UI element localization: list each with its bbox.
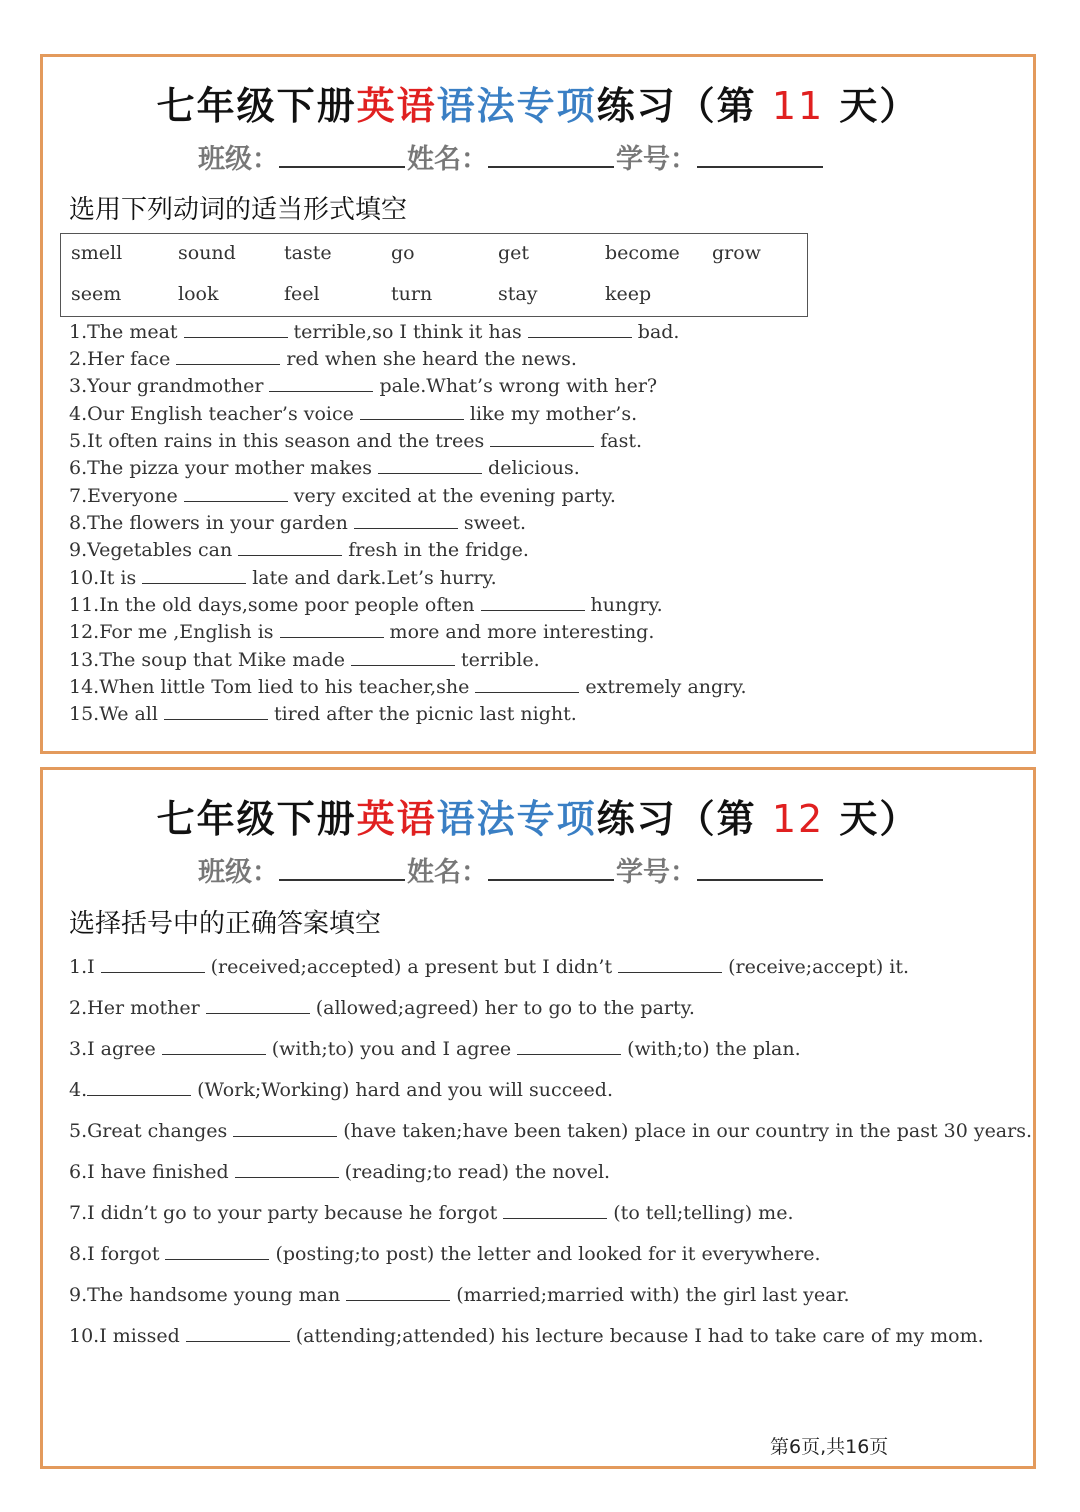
question-text: 9.Vegetables can: [69, 539, 233, 561]
student-id-field[interactable]: [697, 142, 823, 168]
question-text: 7.Everyone: [69, 485, 178, 507]
answer-blank[interactable]: [233, 1120, 337, 1137]
question: [69, 1079, 613, 1101]
question-text: terrible.: [461, 649, 540, 671]
question-text: 14.When little Tom lied to his teacher,she: [69, 676, 470, 698]
question-text: (married;married with) the girl last year.: [456, 1284, 850, 1306]
question: [69, 1243, 821, 1265]
answer-blank[interactable]: [186, 1325, 290, 1342]
question-text: 5.Great changes: [69, 1120, 228, 1142]
answer-blank[interactable]: [490, 430, 594, 447]
question-text: 7.I didn’t go to your party because he forgot: [69, 1202, 498, 1224]
word-bank-item: keep: [605, 283, 652, 305]
question-text: 10.It is: [69, 567, 137, 589]
title-grammar: 语法专项: [436, 84, 597, 128]
section-instruction: 选择括号中的正确答案填空: [69, 909, 382, 939]
question: [69, 1284, 850, 1306]
question-text: late and dark.Let’s hurry.: [252, 567, 497, 589]
question-text: 13.The soup that Mike made: [69, 649, 345, 671]
answer-blank[interactable]: [517, 1038, 621, 1055]
question-text: (receive;accept) it.: [728, 956, 910, 978]
question: [69, 1161, 610, 1183]
answer-blank[interactable]: [164, 703, 268, 720]
section-instruction: 选用下列动词的适当形式填空: [69, 195, 408, 225]
worksheet-title: [43, 75, 1033, 130]
name-field[interactable]: [488, 142, 614, 168]
question: [69, 1202, 794, 1224]
answer-blank[interactable]: [475, 676, 579, 693]
question-text: (have taken;have been taken) place in our country in the past 30 years.: [343, 1120, 1033, 1142]
title-day-suffix: 天）: [824, 797, 920, 841]
word-bank-item: sound: [178, 242, 236, 264]
question: [69, 567, 497, 589]
question: [69, 321, 679, 343]
title-practice: 练习（第: [596, 797, 772, 841]
question-text: 4.: [69, 1079, 88, 1101]
word-bank-item: seem: [71, 283, 122, 305]
question-text: 1.The meat: [69, 321, 178, 343]
question-text: like my mother’s.: [469, 403, 638, 425]
question: [69, 594, 663, 616]
title-english: 英语: [356, 797, 437, 841]
question-text: hungry.: [590, 594, 663, 616]
question: [69, 375, 657, 397]
word-bank-item: feel: [284, 283, 320, 305]
question-text: (with;to) you and I agree: [271, 1038, 512, 1060]
answer-blank[interactable]: [351, 649, 455, 666]
question: [69, 512, 526, 534]
question-text: 5.It often rains in this season and the trees: [69, 430, 485, 452]
question-text: 10.I missed: [69, 1325, 180, 1347]
question-text: 6.The pizza your mother makes: [69, 457, 373, 479]
question: [69, 485, 616, 507]
answer-blank[interactable]: [360, 403, 464, 420]
question-text: 3.I agree: [69, 1038, 156, 1060]
student-info: [198, 850, 825, 889]
title-grade: 七年级下册: [156, 84, 357, 128]
title-grammar: 语法专项: [436, 797, 597, 841]
answer-blank[interactable]: [269, 375, 373, 392]
worksheet-title: [43, 788, 1033, 843]
title-english: 英语: [356, 84, 437, 128]
question-text: 11.In the old days,some poor people often: [69, 594, 475, 616]
answer-blank[interactable]: [165, 1243, 269, 1260]
question: [69, 621, 654, 643]
question-text: pale.What’s wrong with her?: [379, 375, 658, 397]
question-text: (attending;attended) his lecture because I had to take care of my mom.: [295, 1325, 984, 1347]
answer-blank[interactable]: [87, 1079, 191, 1096]
answer-blank[interactable]: [142, 567, 246, 584]
question-text: 9.The handsome young man: [69, 1284, 341, 1306]
question-text: 15.We all: [69, 703, 158, 725]
question-text: 4.Our English teacher’s voice: [69, 403, 354, 425]
class-label: 班级：: [198, 857, 279, 888]
question-text: 8.The flowers in your garden: [69, 512, 348, 534]
answer-blank[interactable]: [176, 348, 280, 365]
answer-blank[interactable]: [184, 485, 288, 502]
answer-blank[interactable]: [618, 956, 722, 973]
word-bank-item: turn: [391, 283, 433, 305]
word-bank-item: get: [498, 242, 530, 264]
question-text: (reading;to read) the novel.: [344, 1161, 611, 1183]
title-day-suffix: 天）: [824, 84, 920, 128]
question-text: fresh in the fridge.: [348, 539, 529, 561]
question-text: red when she heard the news.: [286, 348, 577, 370]
answer-blank[interactable]: [354, 512, 458, 529]
question-text: bad.: [637, 321, 680, 343]
title-practice: 练习（第: [596, 84, 772, 128]
question: [69, 430, 642, 452]
student-info: [198, 137, 825, 176]
question: [69, 703, 577, 725]
question-text: 2.Her mother: [69, 997, 200, 1019]
title-day-number: 12: [771, 797, 825, 841]
class-label: 班级：: [198, 144, 279, 175]
question-text: (posting;to post) the letter and looked for it everywhere.: [275, 1243, 821, 1265]
question-text: (Work;Working) hard and you will succeed.: [197, 1079, 613, 1101]
question-text: more and more interesting.: [389, 621, 655, 643]
question-text: tired after the picnic last night.: [273, 703, 577, 725]
question-text: sweet.: [463, 512, 527, 534]
question-text: 6.I have finished: [69, 1161, 229, 1183]
answer-blank[interactable]: [162, 1038, 266, 1055]
question-text: 1.I: [69, 956, 95, 978]
name-field[interactable]: [488, 855, 614, 881]
answer-blank[interactable]: [238, 539, 342, 556]
question: [69, 457, 580, 479]
question: [69, 956, 909, 978]
answer-blank[interactable]: [101, 956, 205, 973]
question-text: (allowed;agreed) her to go to the party.: [315, 997, 695, 1019]
student-id-label: 学号：: [616, 857, 697, 888]
answer-blank[interactable]: [184, 321, 288, 338]
name-label: 姓名：: [407, 144, 488, 175]
word-bank-item: stay: [498, 283, 538, 305]
student-id-field[interactable]: [697, 855, 823, 881]
word-bank-item: taste: [284, 242, 332, 264]
word-bank: [60, 233, 808, 317]
question-text: 8.I forgot: [69, 1243, 160, 1265]
question-text: (with;to) the plan.: [627, 1038, 801, 1060]
question: [69, 403, 637, 425]
answer-blank[interactable]: [503, 1202, 607, 1219]
answer-blank[interactable]: [346, 1284, 450, 1301]
class-field[interactable]: [279, 142, 405, 168]
question: [69, 348, 577, 370]
question-text: (received;accepted) a present but I didn’t: [210, 956, 613, 978]
question: [69, 676, 747, 698]
word-bank-item: go: [391, 242, 415, 264]
word-bank-item: smell: [71, 242, 123, 264]
name-label: 姓名：: [407, 857, 488, 888]
class-field[interactable]: [279, 855, 405, 881]
word-bank-item: grow: [712, 242, 761, 264]
answer-blank[interactable]: [481, 594, 585, 611]
answer-blank[interactable]: [280, 621, 384, 638]
question-text: delicious.: [488, 457, 580, 479]
question: [69, 1038, 801, 1060]
question: [69, 539, 529, 561]
question-text: 3.Your grandmother: [69, 375, 264, 397]
answer-blank[interactable]: [378, 457, 482, 474]
question-text: terrible,so I think it has: [293, 321, 522, 343]
question: [69, 1325, 984, 1347]
answer-blank[interactable]: [235, 1161, 339, 1178]
question-text: fast.: [600, 430, 643, 452]
question-text: extremely angry.: [585, 676, 747, 698]
title-day-number: 11: [771, 84, 825, 128]
question: [69, 997, 695, 1019]
question: [69, 1120, 1032, 1142]
answer-blank[interactable]: [528, 321, 632, 338]
question-text: 12.For me ,English is: [69, 621, 274, 643]
question-text: (to tell;telling) me.: [613, 1202, 794, 1224]
student-id-label: 学号：: [616, 144, 697, 175]
page-number: 第6页,共16页: [770, 1436, 889, 1458]
answer-blank[interactable]: [206, 997, 310, 1014]
question-text: very excited at the evening party.: [293, 485, 616, 507]
question: [69, 649, 540, 671]
word-bank-item: look: [178, 283, 219, 305]
title-grade: 七年级下册: [156, 797, 357, 841]
question-text: 2.Her face: [69, 348, 171, 370]
word-bank-item: become: [605, 242, 680, 264]
worksheet-day-12: [40, 767, 1036, 1469]
worksheet-day-11: [40, 54, 1036, 754]
